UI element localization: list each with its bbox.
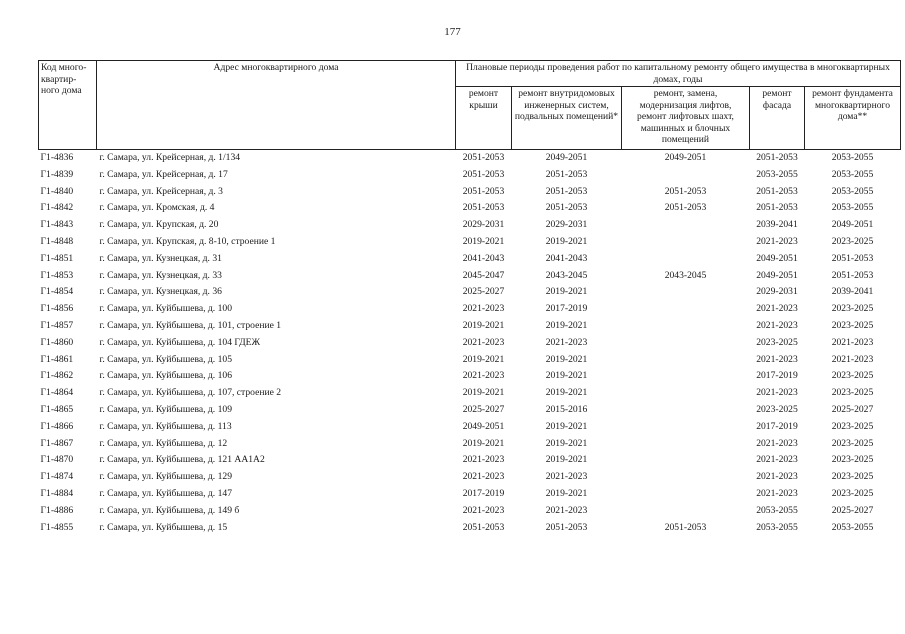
header-code: Код много-квартир-ного дома [39, 61, 97, 150]
cell-foundation: 2049-2051 [831, 219, 874, 231]
cell-code: Г1-4866 [40, 420, 74, 432]
cell-engineering: 2015-2016 [545, 403, 588, 415]
table-row [39, 368, 901, 385]
cell-address: г. Самара, ул. Крупская, д. 20 [99, 219, 219, 231]
cell-lifts [622, 402, 750, 419]
cell-facade: 2049-2051 [756, 252, 798, 264]
cell-roof: 2017-2019 [462, 487, 505, 499]
cell-facade: 2021-2023 [756, 303, 798, 315]
cell-lifts [622, 352, 750, 369]
cell-facade: 2053-2055 [756, 504, 798, 516]
cell-foundation: 2023-2025 [831, 370, 874, 382]
cell-roof: 2029-2031 [462, 219, 505, 231]
cell-lifts [622, 335, 750, 352]
cell-roof: 2041-2043 [462, 252, 505, 264]
cell-address: г. Самара, ул. Кромская, д. 4 [99, 202, 215, 214]
cell-facade: 2053-2055 [756, 168, 798, 180]
cell-code: Г1-4856 [40, 303, 74, 315]
cell-roof: 2021-2023 [462, 303, 505, 315]
cell-lifts [622, 486, 750, 503]
cell-roof: 2021-2023 [462, 454, 505, 466]
cell-engineering: 2019-2021 [545, 370, 588, 382]
cell-address: г. Самара, ул. Куйбышева, д. 100 [99, 303, 232, 315]
cell-code: Г1-4862 [40, 370, 74, 382]
repair-schedule-table [38, 60, 901, 536]
cell-facade: 2029-2031 [756, 286, 798, 298]
cell-roof: 2019-2021 [462, 387, 505, 399]
cell-facade: 2017-2019 [756, 370, 798, 382]
cell-engineering: 2029-2031 [545, 219, 588, 231]
table-row [39, 352, 901, 369]
cell-roof: 2019-2021 [462, 319, 505, 331]
cell-foundation: 2023-2025 [831, 420, 874, 432]
cell-lifts [622, 234, 750, 251]
cell-foundation: 2023-2025 [831, 387, 874, 399]
table-row [39, 200, 901, 217]
table-row [39, 503, 901, 520]
cell-roof: 2025-2027 [462, 286, 505, 298]
cell-foundation: 2023-2025 [831, 471, 874, 483]
cell-code: Г1-4874 [40, 471, 74, 483]
cell-address: г. Самара, ул. Крупская, д. 8-10, строение 1 [99, 235, 276, 247]
cell-address: г. Самара, ул. Куйбышева, д. 101, строение 1 [99, 319, 282, 331]
table-row [39, 520, 901, 537]
cell-lifts: 2051-2053 [664, 185, 707, 197]
cell-address: г. Самара, ул. Куйбышева, д. 121 АА1А2 [99, 454, 265, 466]
cell-roof: 2049-2051 [462, 420, 505, 432]
cell-engineering: 2019-2021 [545, 353, 588, 365]
cell-address: г. Самара, ул. Кузнецкая, д. 31 [99, 252, 222, 264]
cell-roof: 2025-2027 [462, 403, 505, 415]
cell-roof: 2051-2053 [456, 150, 512, 167]
cell-address: г. Самара, ул. Куйбышева, д. 147 [99, 487, 232, 499]
page-number: 177 [444, 26, 461, 38]
cell-roof: 2051-2053 [462, 202, 505, 214]
cell-code: Г1-4861 [40, 353, 74, 365]
table-row [39, 150, 901, 167]
cell-code: Г1-4886 [40, 504, 74, 516]
cell-foundation: 2053-2055 [805, 150, 901, 167]
cell-engineering: 2019-2021 [545, 387, 588, 399]
table-row [39, 436, 901, 453]
cell-facade: 2049-2051 [756, 269, 798, 281]
cell-roof: 2021-2023 [462, 370, 505, 382]
cell-facade: 2021-2023 [756, 387, 798, 399]
cell-address: г. Самара, ул. Кузнецкая, д. 36 [99, 286, 222, 298]
cell-engineering: 2019-2021 [545, 319, 588, 331]
header-foundation: ремонт фундамента многоквартирного дома** [805, 87, 901, 150]
cell-lifts [622, 251, 750, 268]
cell-facade: 2023-2025 [756, 403, 798, 415]
cell-address: г. Самара, ул. Крейсерная, д. 3 [99, 185, 223, 197]
table-body [39, 150, 901, 537]
header-periods-group: Плановые периоды проведения работ по капитальному ремонту общего имущества в многоквартирных домах, годы [456, 61, 901, 87]
cell-lifts [622, 469, 750, 486]
cell-code: Г1-4860 [40, 336, 74, 348]
cell-lifts: 2051-2053 [664, 521, 707, 533]
header-lifts: ремонт, замена, модернизация лифтов, ремонт лифтовых шахт, машинных и блочных помещений [622, 87, 750, 150]
cell-foundation: 2023-2025 [831, 235, 874, 247]
cell-code: Г1-4865 [40, 403, 74, 415]
table-row [39, 452, 901, 469]
cell-code: Г1-4857 [40, 319, 74, 331]
cell-foundation: 2023-2025 [831, 437, 874, 449]
cell-code: Г1-4848 [40, 235, 74, 247]
cell-roof: 2021-2023 [462, 471, 505, 483]
cell-facade: 2053-2055 [756, 521, 798, 533]
header-engineering: ремонт внутридомовых инженерных систем, подвальных помещений* [512, 87, 622, 150]
cell-code: Г1-4870 [40, 454, 74, 466]
cell-engineering: 2019-2021 [545, 454, 588, 466]
cell-foundation: 2023-2025 [831, 454, 874, 466]
cell-address: г. Самара, ул. Куйбышева, д. 105 [99, 353, 232, 365]
cell-engineering: 2021-2023 [545, 471, 588, 483]
cell-code: Г1-4843 [40, 219, 74, 231]
cell-lifts [622, 419, 750, 436]
cell-roof: 2019-2021 [462, 235, 505, 247]
cell-engineering: 2019-2021 [545, 420, 588, 432]
cell-engineering: 2019-2021 [545, 235, 588, 247]
cell-code: Г1-4854 [40, 286, 74, 298]
cell-foundation: 2023-2025 [831, 319, 874, 331]
cell-facade: 2021-2023 [756, 235, 798, 247]
cell-foundation: 2051-2053 [831, 269, 874, 281]
table-row [39, 385, 901, 402]
table-row [39, 251, 901, 268]
cell-roof: 2021-2023 [462, 336, 505, 348]
cell-lifts [622, 301, 750, 318]
cell-lifts [622, 452, 750, 469]
cell-foundation: 2023-2025 [831, 487, 874, 499]
cell-code: Г1-4840 [40, 185, 74, 197]
cell-facade: 2039-2041 [756, 219, 798, 231]
cell-lifts [622, 318, 750, 335]
cell-lifts: 2051-2053 [664, 202, 707, 214]
table-row [39, 284, 901, 301]
cell-address: г. Самара, ул. Куйбышева, д. 104 ГДЕЖ [99, 336, 261, 348]
table-row [39, 402, 901, 419]
cell-facade: 2051-2053 [756, 202, 798, 214]
table-row [39, 486, 901, 503]
cell-facade: 2021-2023 [756, 454, 798, 466]
cell-code: Г1-4839 [40, 168, 74, 180]
cell-foundation: 2053-2055 [831, 168, 874, 180]
cell-code: Г1-4836 [39, 150, 97, 167]
cell-engineering: 2019-2021 [545, 437, 588, 449]
cell-engineering: 2051-2053 [545, 521, 588, 533]
cell-facade: 2021-2023 [756, 471, 798, 483]
cell-engineering: 2021-2023 [545, 504, 588, 516]
cell-lifts [622, 368, 750, 385]
cell-address: г. Самара, ул. Крейсерная, д. 1/134 [97, 150, 456, 167]
cell-facade: 2021-2023 [756, 487, 798, 499]
table-row [39, 268, 901, 285]
cell-lifts [622, 167, 750, 184]
cell-facade: 2021-2023 [756, 319, 798, 331]
cell-facade: 2021-2023 [756, 437, 798, 449]
cell-foundation: 2025-2027 [831, 504, 874, 516]
cell-engineering: 2051-2053 [545, 168, 588, 180]
cell-engineering: 2017-2019 [545, 303, 588, 315]
cell-code: Г1-4884 [40, 487, 74, 499]
cell-code: Г1-4842 [40, 202, 74, 214]
cell-lifts [622, 436, 750, 453]
cell-foundation: 2039-2041 [831, 286, 874, 298]
table-row [39, 217, 901, 234]
cell-address: г. Самара, ул. Куйбышева, д. 12 [99, 437, 228, 449]
cell-lifts [622, 284, 750, 301]
cell-facade: 2023-2025 [756, 336, 798, 348]
header-roof: ремонт крыши [456, 87, 512, 150]
cell-roof: 2019-2021 [462, 353, 505, 365]
cell-facade: 2051-2053 [750, 150, 805, 167]
cell-lifts [622, 503, 750, 520]
cell-foundation: 2021-2023 [831, 336, 874, 348]
cell-foundation: 2053-2055 [831, 521, 874, 533]
header-address: Адрес многоквартирного дома [97, 61, 456, 150]
cell-lifts: 2049-2051 [622, 150, 750, 167]
table-row [39, 234, 901, 251]
cell-foundation: 2051-2053 [831, 252, 874, 264]
table-row [39, 419, 901, 436]
cell-engineering: 2043-2045 [545, 269, 588, 281]
table-row [39, 184, 901, 201]
cell-address: г. Самара, ул. Кузнецкая, д. 33 [99, 269, 222, 281]
cell-engineering: 2021-2023 [545, 336, 588, 348]
cell-code: Г1-4855 [40, 521, 74, 533]
cell-code: Г1-4851 [40, 252, 74, 264]
table-row [39, 301, 901, 318]
cell-facade: 2051-2053 [756, 185, 798, 197]
cell-lifts [622, 217, 750, 234]
cell-roof: 2019-2021 [462, 437, 505, 449]
cell-address: г. Самара, ул. Куйбышева, д. 15 [99, 521, 228, 533]
table-row [39, 469, 901, 486]
table-row [39, 167, 901, 184]
cell-code: Г1-4864 [40, 387, 74, 399]
cell-address: г. Самара, ул. Куйбышева, д. 106 [99, 370, 232, 382]
cell-code: Г1-4853 [40, 269, 74, 281]
cell-code: Г1-4867 [40, 437, 74, 449]
cell-address: г. Самара, ул. Крейсерная, д. 17 [99, 168, 228, 180]
cell-foundation: 2021-2023 [831, 353, 874, 365]
cell-facade: 2017-2019 [756, 420, 798, 432]
header-facade: ремонт фасада [750, 87, 805, 150]
table-row [39, 318, 901, 335]
cell-lifts: 2043-2045 [664, 269, 707, 281]
cell-foundation: 2053-2055 [831, 185, 874, 197]
cell-foundation: 2023-2025 [831, 303, 874, 315]
cell-address: г. Самара, ул. Куйбышева, д. 113 [99, 420, 232, 432]
cell-address: г. Самара, ул. Куйбышева, д. 109 [99, 403, 232, 415]
cell-foundation: 2025-2027 [831, 403, 874, 415]
cell-roof: 2051-2053 [462, 185, 505, 197]
table-header [39, 61, 901, 150]
cell-lifts [622, 385, 750, 402]
cell-roof: 2051-2053 [462, 168, 505, 180]
cell-facade: 2021-2023 [756, 353, 798, 365]
cell-engineering: 2051-2053 [545, 185, 588, 197]
cell-engineering: 2041-2043 [545, 252, 588, 264]
cell-engineering: 2019-2021 [545, 487, 588, 499]
cell-roof: 2051-2053 [462, 521, 505, 533]
cell-address: г. Самара, ул. Куйбышева, д. 129 [99, 471, 232, 483]
cell-roof: 2045-2047 [462, 269, 505, 281]
cell-address: г. Самара, ул. Куйбышева, д. 149 б [99, 504, 240, 516]
cell-engineering: 2051-2053 [545, 202, 588, 214]
cell-roof: 2021-2023 [462, 504, 505, 516]
cell-address: г. Самара, ул. Куйбышева, д. 107, строение 2 [99, 387, 282, 399]
cell-engineering: 2019-2021 [545, 286, 588, 298]
cell-engineering: 2049-2051 [512, 150, 622, 167]
table-row [39, 335, 901, 352]
cell-foundation: 2053-2055 [831, 202, 874, 214]
